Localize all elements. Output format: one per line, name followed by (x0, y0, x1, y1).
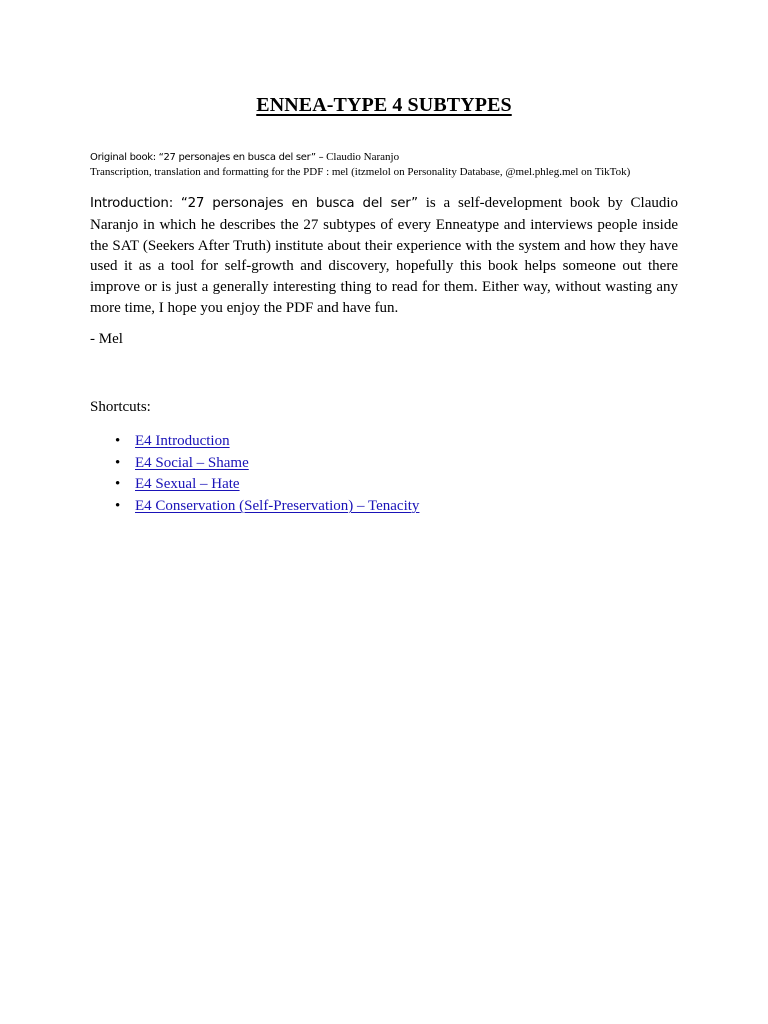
original-book-label: Original book: (90, 152, 156, 163)
page-title: ENNEA-TYPE 4 SUBTYPES (256, 94, 512, 116)
bullet-icon: • (115, 498, 121, 515)
introduction-body: is a self-development book by Claudio Naranjo in which he describes the 27 subtypes of every Enneatype and interviews people inside the SAT (Seekers After Truth) institute about their experience with the system and how they have used it as a tool for self-growth and discovery, hopefully this book helps someone out there improve or is just a generally interesting thing to read for them. Either way, without wasting any more time, I hope you enjoy the PDF and have fun. (90, 195, 679, 316)
list-item (90, 431, 419, 453)
shortcut-link-e4-introduction[interactable]: E4 Introduction (135, 433, 230, 449)
list-item (90, 496, 419, 518)
shortcuts-heading: Shortcuts: (90, 399, 151, 415)
original-book-author: Claudio Naranjo (326, 151, 400, 163)
original-book-title: “27 personajes en busca del ser” – (158, 152, 324, 163)
shortcut-list (90, 431, 419, 518)
list-item (90, 453, 419, 475)
list-item (90, 474, 419, 496)
introduction-book-title: “27 personajes en busca del ser” (180, 196, 418, 211)
original-book-line (90, 150, 690, 165)
introduction-paragraph (90, 193, 678, 319)
bullet-icon: • (115, 454, 121, 471)
shortcut-link-e4-social[interactable]: E4 Social – Shame (135, 454, 249, 471)
bullet-icon: • (115, 476, 121, 493)
shortcut-link-e4-sexual[interactable]: E4 Sexual – Hate (135, 476, 240, 493)
introduction-label: Introduction: (90, 196, 174, 211)
transcription-credit: Transcription, translation and formatting for the PDF : mel (itzmelol on Personality Database, @mel.phleg.mel on TikTok) (90, 166, 631, 178)
bullet-icon: • (115, 433, 121, 449)
signature: - Mel (90, 331, 123, 347)
shortcut-link-e4-conservation[interactable]: E4 Conservation (Self-Preservation) – Tenacity (135, 498, 420, 515)
